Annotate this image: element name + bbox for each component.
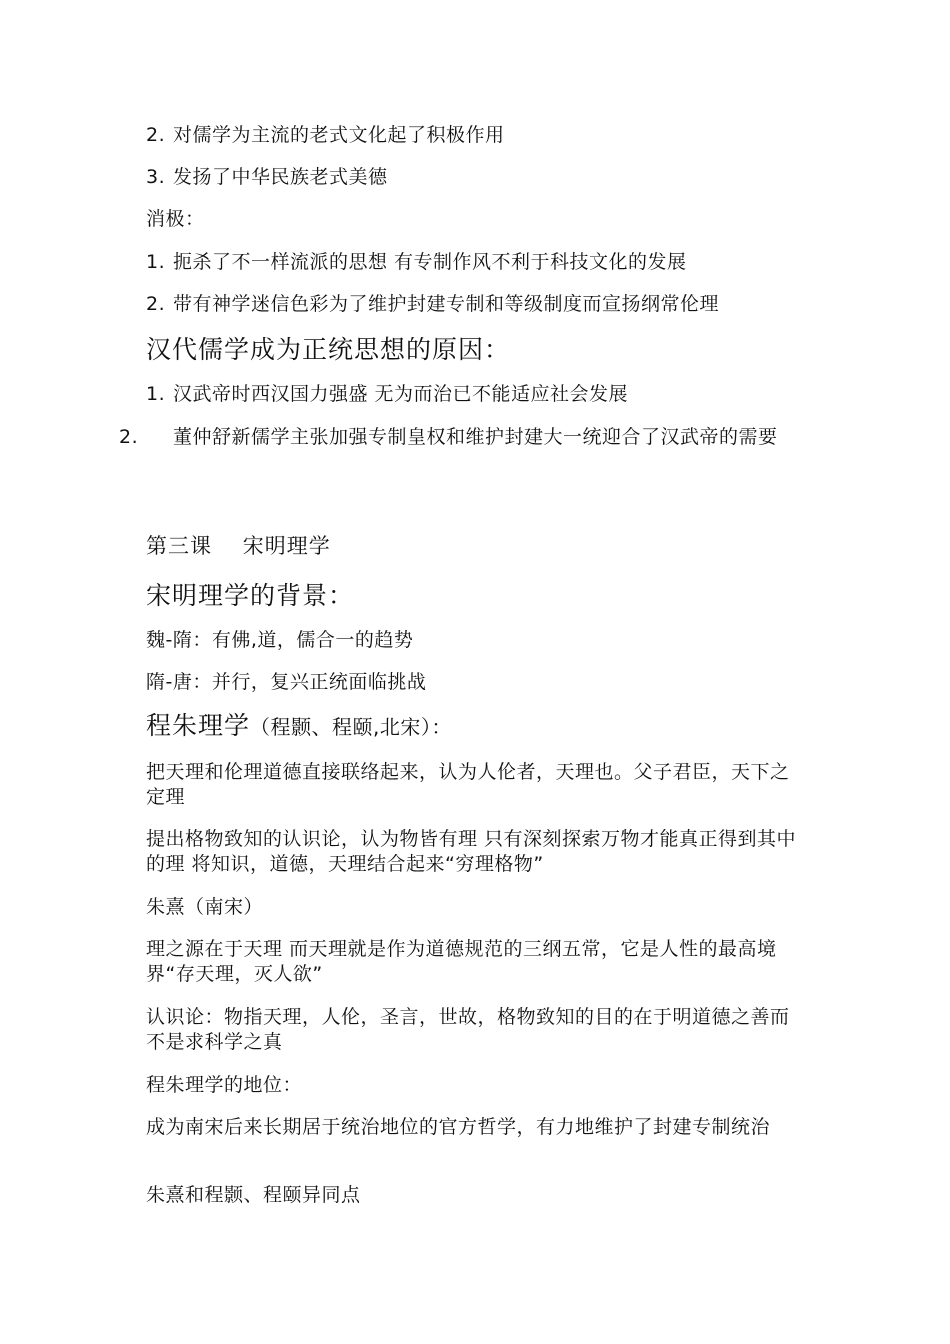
list-number: 2. <box>146 293 166 315</box>
list-number: 1. <box>146 251 166 273</box>
list-number: 2. <box>146 124 166 146</box>
comparison-label: 朱熹和程颢、程颐异同点 <box>146 1184 361 1206</box>
zhuxi-label: 朱熹（南宋） <box>146 896 264 918</box>
paragraph-gewu-zhizhi: 提出格物致知的认识论，认为物皆有理 只有深刻探索万物才能真正得到其中的理 将知识，道德，天理结合起来“穷理格物” <box>146 828 797 875</box>
list-item-positive-3 <box>146 165 806 190</box>
list-item-negative-2 <box>146 292 806 317</box>
list-text: 汉武帝时西汉国力强盛 无为而治已不能适应社会发展 <box>173 383 629 405</box>
sui-tang-line: 隋-唐：并行，复兴正统面临挑战 <box>146 671 427 693</box>
list-item-han-2 <box>119 425 806 450</box>
paragraph-tianli-lunli: 把天理和伦理道德直接联络起来，认为人伦者，天理也。父子君臣，天下之定理 <box>146 761 790 808</box>
list-number: 3. <box>146 166 166 188</box>
list-text: 发扬了中华民族老式美德 <box>173 166 388 188</box>
chengzhu-heading <box>146 710 452 743</box>
list-item-positive-2 <box>146 123 806 148</box>
han-confucianism-heading: 汉代儒学成为正统思想的原因： <box>146 335 511 364</box>
list-text: 对儒学为主流的老式文化起了积极作用 <box>173 124 505 146</box>
chengzhu-heading-sub: （程颢、程颐,北宋）： <box>250 715 452 739</box>
negative-label: 消极： <box>146 208 205 230</box>
list-text: 董仲舒新儒学主张加强专制皇权和维护封建大一统迎合了汉武帝的需要 <box>173 426 778 448</box>
paragraph-epistemology: 认识论：物指天理，人伦，圣言，世故，格物致知的目的在于明道德之善而不是求科学之真 <box>146 1006 790 1053</box>
wei-sui-line: 魏-隋：有佛,道，儒合一的趋势 <box>146 629 414 651</box>
paragraph-status: 成为南宋后来长期居于统治地位的官方哲学，有力地维护了封建专制统治 <box>146 1116 771 1138</box>
list-number: 1. <box>146 383 166 405</box>
list-number: 2. <box>119 426 139 448</box>
status-label: 程朱理学的地位： <box>146 1074 303 1096</box>
chengzhu-heading-main: 程朱理学 <box>146 711 251 740</box>
list-text: 带有神学迷信色彩为了维护封建专制和等级制度而宣扬纲常伦理 <box>173 293 720 315</box>
background-heading: 宋明理学的背景： <box>146 581 355 610</box>
lesson-title: 第三课 宋明理学 <box>146 534 331 558</box>
list-item-negative-1 <box>146 250 806 275</box>
list-text: 扼杀了不一样流派的思想 有专制作风不利于科技文化的发展 <box>173 251 687 273</box>
list-item-han-1 <box>146 382 806 407</box>
paragraph-source-of-li: 理之源在于天理 而天理就是作为道德规范的三纲五常，它是人性的最高境界“存天理，灭人欲” <box>146 938 777 985</box>
